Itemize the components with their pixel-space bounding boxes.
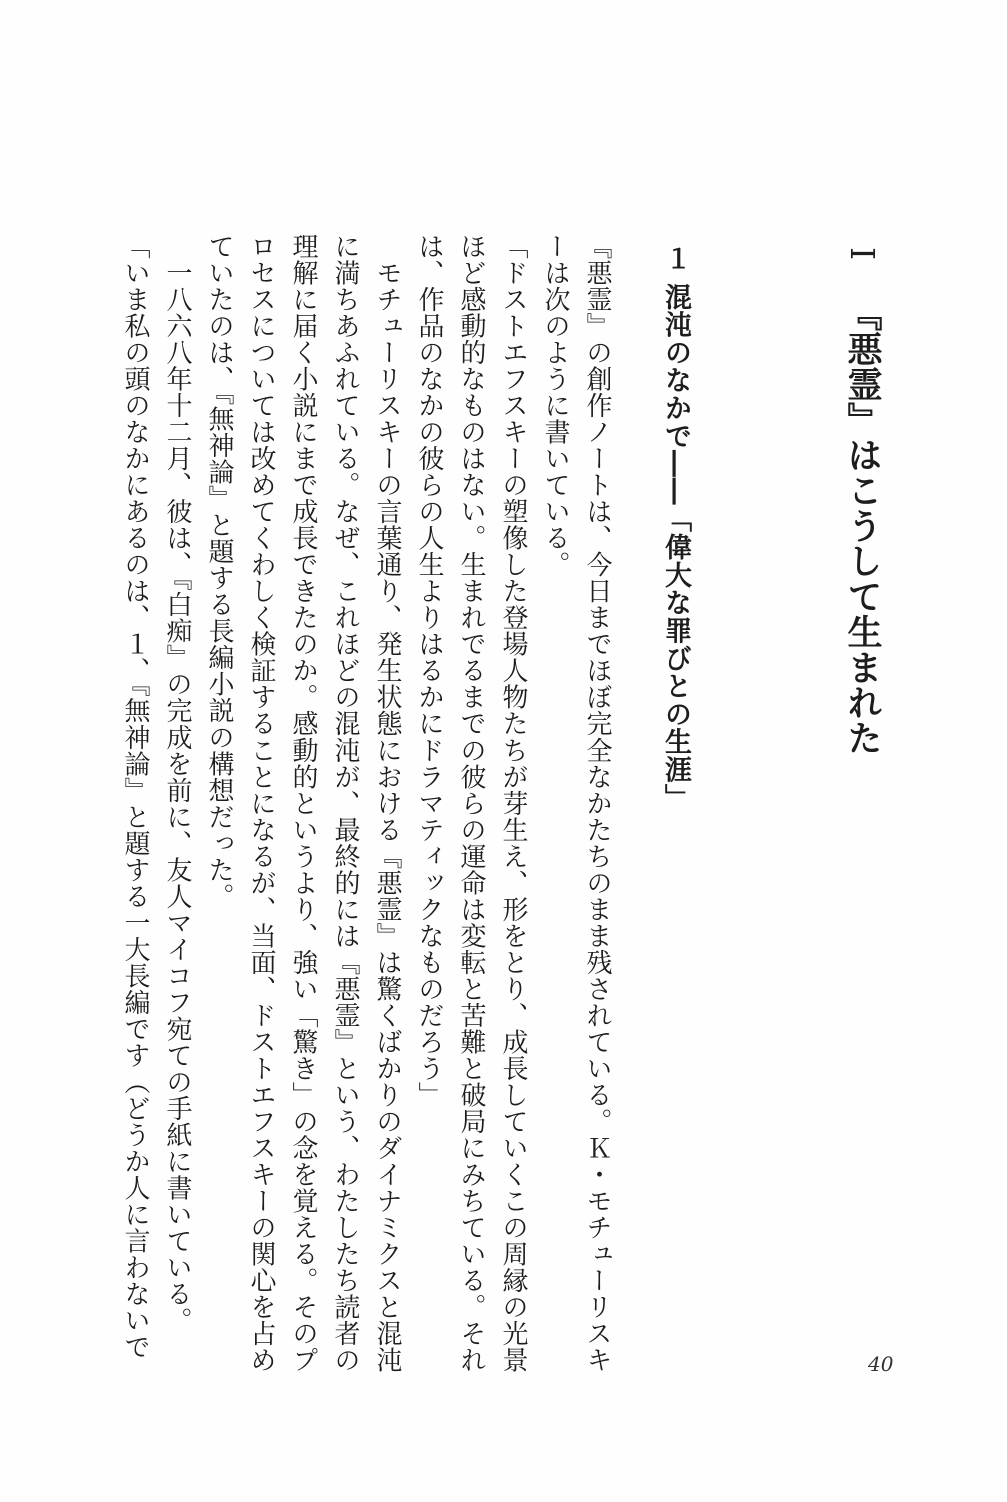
chapter-title: 『悪霊』はこうして生まれた <box>842 296 883 756</box>
page-number: 40 <box>868 1352 894 1376</box>
body-line: 理解に届く小説にまで成長できたのか。感動的というより、強い「驚き」の念を覚える。そのプ <box>288 233 318 1374</box>
body-line: ロセスについては改めてくわしく検証することになるが、当面、ドストエフスキーの関心を占め <box>246 233 276 1374</box>
body-line: 「いま私の頭のなかにあるのは、１、『無神論』と題する一大長編です（どうか人に言わないで <box>120 233 150 1361</box>
body-line: ほど感動的なものはない。生まれでるまでの彼らの運命は変転と苦難と破局にみちている。それ <box>456 233 486 1374</box>
section-number: １ <box>661 245 691 271</box>
section-title: 混沌のなかで――「偉大な罪びとの生涯」 <box>660 283 691 812</box>
body-line: ていたのは、『無神論』と題する長編小説の構想だった。 <box>204 233 234 910</box>
body-line: は、作品のなかの彼らの人生よりはるかにドラマティックなものだろう」 <box>414 233 444 1109</box>
body-line: モチューリスキーの言葉通り、発生状態における『悪霊』は驚くばかりのダイナミクスと混沌 <box>372 233 402 1374</box>
body-line: 「ドストエフスキーの塑像した登場人物たちが芽生え、形をとり、成長していくこの周縁の光景 <box>498 233 528 1374</box>
body-line: ーは次のように書いている。 <box>540 233 570 578</box>
body-line: 『悪霊』の創作ノートは、今日までほぼ完全なかたちのまま残されている。Ｋ・モチューリスキ <box>582 233 612 1374</box>
body-line: 一八六八年十二月、彼は、『白痴』の完成を前に、友人マイコフ宛ての手紙に書いている。 <box>162 233 192 1334</box>
chapter-number: I <box>843 247 882 261</box>
body-line: に満ちあふれている。なぜ、これほどの混沌が、最終的には『悪霊』という、わたしたち読者の <box>330 233 360 1374</box>
